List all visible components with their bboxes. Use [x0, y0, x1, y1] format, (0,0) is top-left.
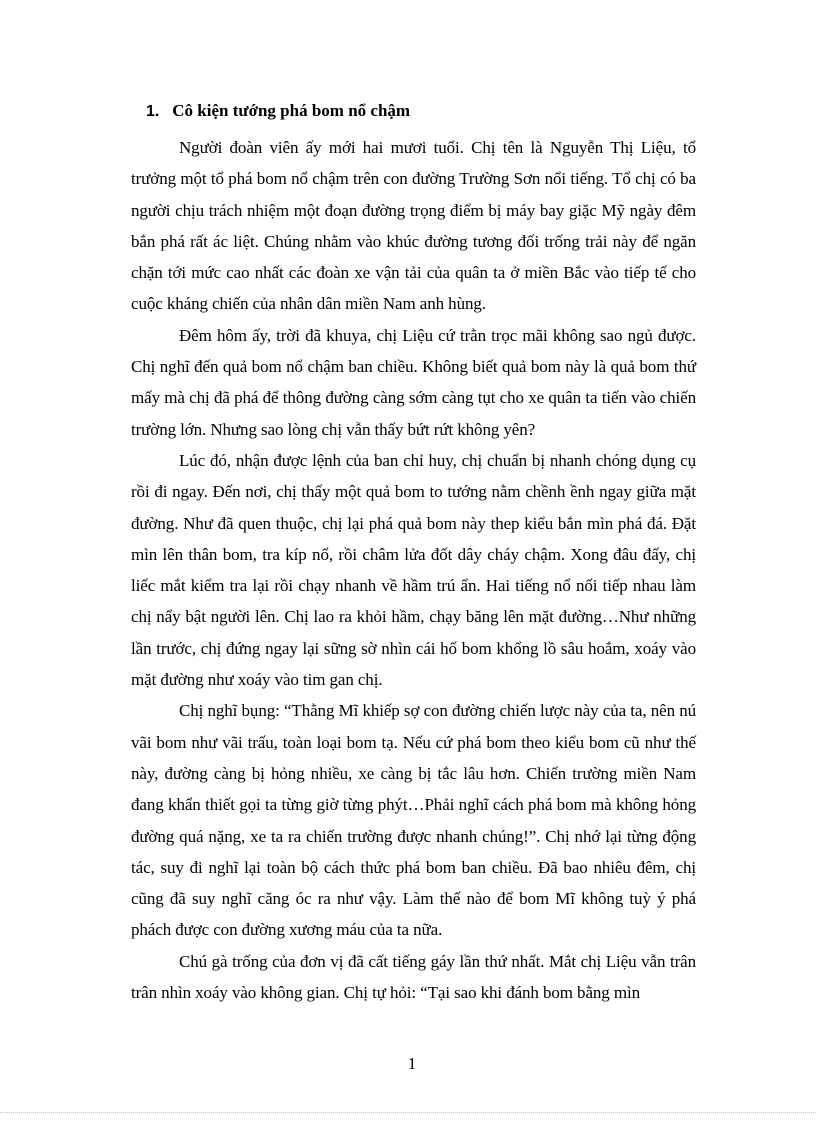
section-heading — [146, 101, 410, 121]
paragraph-2: Đêm hôm ấy, trời đã khuya, chị Liệu cứ trằn trọc mãi không sao ngủ được. Chị nghĩ đến quả bom nổ chậm ban chiều. Không biết quả bom này là quả bom thứ mấy mà chị đã phá để thông đường càng sớm càng tụt cho xe quân ta tiến vào chiến trường lớn. Nhưng sao lòng chị vẫn thấy bứt rứt không yên? — [131, 325, 696, 439]
paragraph-1: Người đoàn viên ấy mới hai mươi tuổi. Chị tên là Nguyễn Thị Liệu, tổ trưởng một tổ phá bom nổ chậm trên con đường Trường Sơn nổi tiếng. Tổ chị có ba người chịu trách nhiệm một đoạn đường trọng điểm bị máy bay giặc Mỹ ngày đêm bắn phá rất ác liệt. Chúng nhằm vào khúc đường tương đối trống trải này để ngăn chặn tới mức cao nhất các đoàn xe vận tải của quân ta ở miền Bắc vào tiếp tế cho cuộc kháng chiến của nhân dân miền Nam anh hùng. — [131, 138, 696, 314]
paragraph-4: Chị nghĩ bụng: “Thằng Mĩ khiếp sợ con đường chiến lược này của ta, nên nú vãi bom như vãi trấu, toàn loại bom tạ. Nếu cứ phá bom theo kiểu bom cũ như thế này, đường càng bị hỏng nhiều, xe càng bị tắc lâu hơn. Chiến trường miền Nam đang khẩn thiết gọi ta từng giờ từng phýt…Phải nghĩ cách phá bom mà không hỏng đường quá nặng, xe ta ra chiến trường được nhanh chúng!”. Chị nhớ lại từng động tác, suy đi nghĩ lại toàn bộ cách thức phá bom ban chiều. Đã bao nhiêu đêm, chị cũng đã suy nghĩ căng óc ra như vậy. Làm thế nào để bom Mĩ không tuỳ ý phá phách được con đường xương máu của ta nữa. — [131, 701, 696, 940]
section-title: Cô kiện tướng phá bom nổ chậm — [172, 101, 411, 120]
page-number: 1 — [407, 1054, 417, 1073]
body-text — [131, 132, 696, 1008]
page-bottom-divider — [0, 1112, 816, 1113]
paragraph-3: Lúc đó, nhận được lệnh của ban chỉ huy, chị chuẩn bị nhanh chóng dụng cụ rồi đi ngay. Đến nơi, chị thấy một quả bom to tướng nằm chềnh ềnh ngay giữa mặt đường. Như đã quen thuộc, chị lại phá quả bom này thep kiểu bắn mìn phá đá. Đặt mìn lên thân bom, tra kíp nổ, rồi châm lửa đốt dây cháy chậm. Xong đâu đấy, chị liếc mắt kiểm tra lại rồi chạy nhanh về hầm trú ẩn. Hai tiếng nổ nối tiếp nhau làm chị nẩy bật người lên. Chị lao ra khỏi hầm, chạy băng lên mặt đường…Như những lần trước, chị đứng ngay lại sững sờ nhìn cái hố bom khổng lồ sâu hoắm, xoáy vào mặt đường như xoáy vào tim gan chị. — [131, 450, 696, 690]
section-number: 1. — [146, 103, 160, 120]
paragraph-5: Chú gà trống của đơn vị đã cất tiếng gáy lần thứ nhất. Mắt chị Liệu vẫn trân trân nhìn xoáy vào không gian. Chị tự hỏi: “Tại sao khi đánh bom bằng mìn — [131, 951, 696, 1003]
